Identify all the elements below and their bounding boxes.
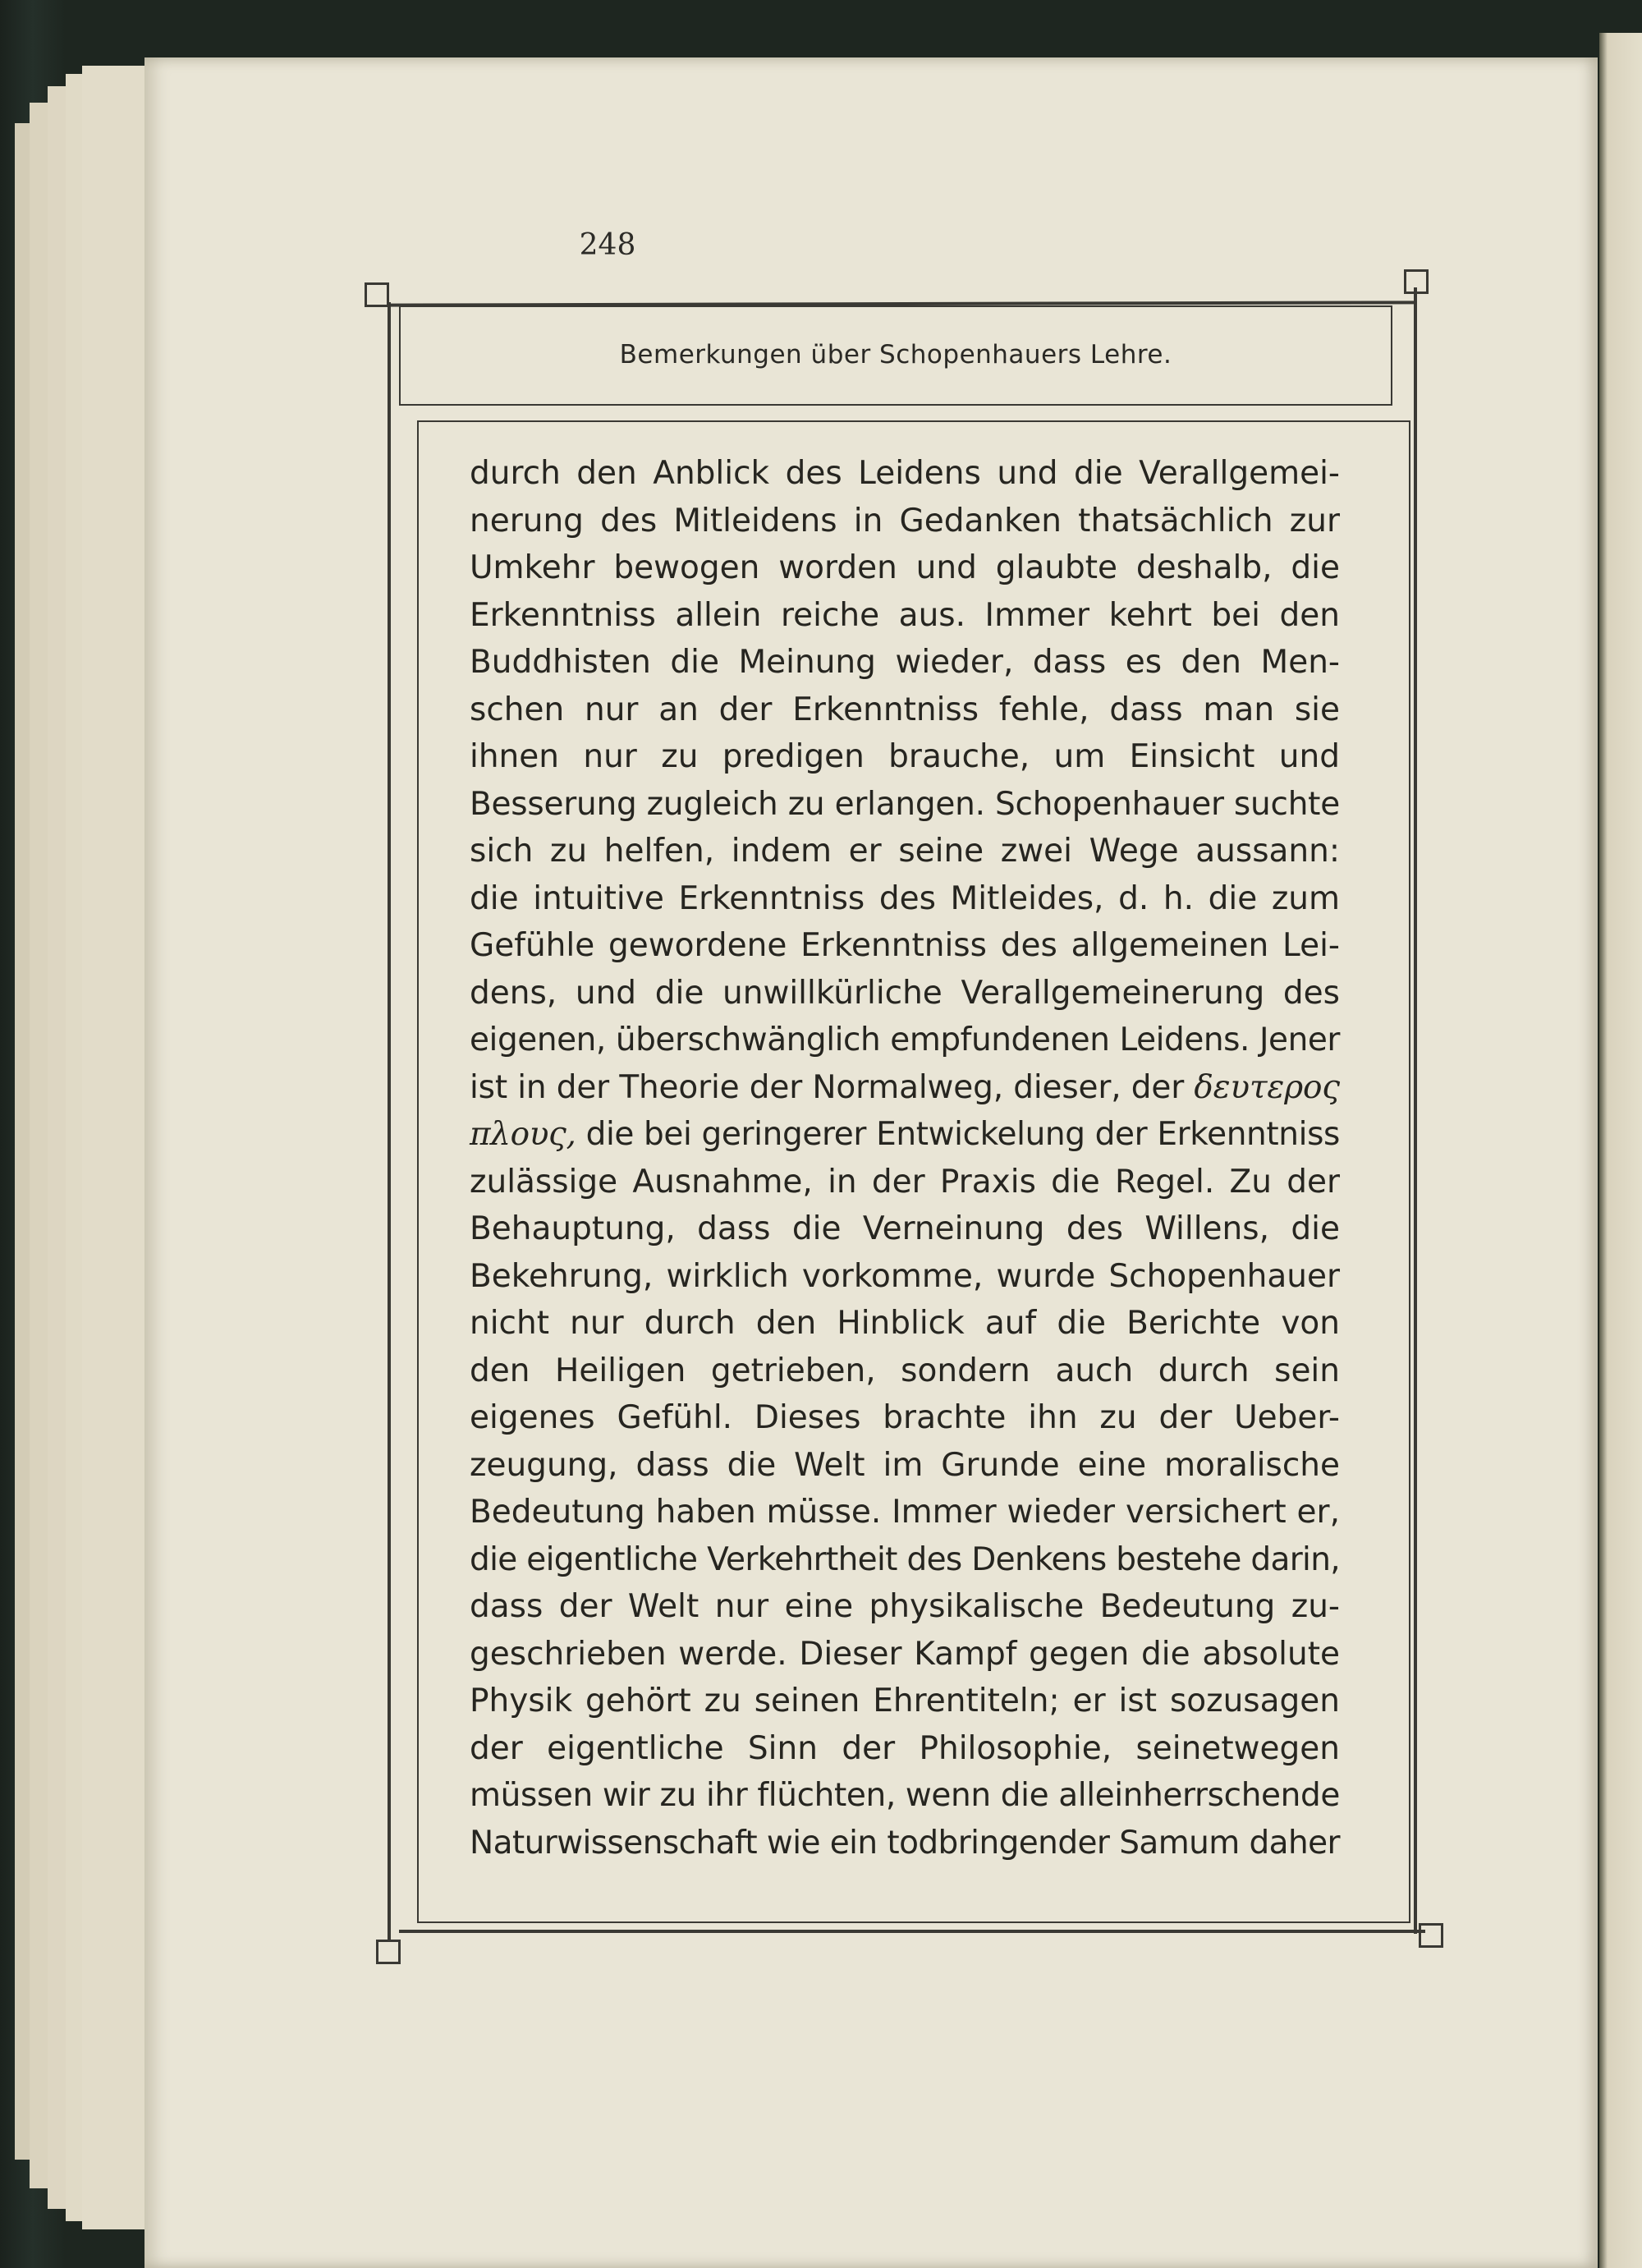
text-line: nerung des Mitleidens in Gedanken thatsächlich zur xyxy=(470,502,1340,539)
text-line: geschrieben werde. Dieser Kampf gegen die absolute xyxy=(470,1635,1340,1673)
frame-corner-top-left xyxy=(365,282,389,307)
text-line: Naturwissenschaft wie ein todbringender Samum daher xyxy=(470,1824,1340,1862)
text-line: Besserung zugleich zu erlangen. Schopenhauer suchte xyxy=(470,785,1340,823)
text-line: eigenen, überschwänglich empfundenen Leidens. Jener xyxy=(470,1022,1340,1058)
text-line: Physik gehört zu seinen Ehrentiteln; er ist sozusagen xyxy=(470,1683,1340,1719)
text-segment: ist in der Theorie der Normalweg, dieser, der xyxy=(470,1068,1185,1106)
text-line: müssen wir zu ihr flüchten, wenn die alleinherrschende xyxy=(470,1777,1340,1814)
text-line: dens, und die unwillkürliche Verallgemeinerung des xyxy=(470,974,1340,1012)
text-line: Gefühle gewordene Erkenntniss des allgemeinen Lei- xyxy=(470,927,1340,964)
text-line: die eigentliche Verkehrtheit des Denkens bestehe darin, xyxy=(470,1540,1341,1578)
text-line: die intuitive Erkenntniss des Mitleides, d. h. die zum xyxy=(470,879,1340,917)
frame-corner-top-right xyxy=(1404,269,1429,294)
frame-right-line xyxy=(1414,287,1417,1934)
text-line-with-greek xyxy=(470,1111,1340,1159)
text-line: zulässige Ausnahme, in der Praxis die Regel. Zu der xyxy=(470,1163,1340,1201)
page-number: 248 xyxy=(579,228,636,262)
greek-word: πλους, xyxy=(470,1116,576,1153)
text-line: nicht nur durch den Hinblick auf die Berichte von xyxy=(470,1305,1340,1342)
frame-corner-bottom-left xyxy=(376,1940,401,1964)
running-head: Bemerkungen über Schopenhauers Lehre. xyxy=(619,340,1172,370)
text-line: dass der Welt nur eine physikalische Bedeutung zu- xyxy=(470,1588,1340,1625)
frame-left-line xyxy=(388,302,391,1940)
text-line: sich zu helfen, indem er seine zwei Wege aussann: xyxy=(470,833,1340,870)
text-line: Bekehrung, wirklich vorkomme, wurde Schopenhauer xyxy=(470,1257,1340,1295)
text-line: Erkenntniss allein reiche aus. Immer kehrt bei den xyxy=(470,596,1340,634)
text-line: Umkehr bewogen worden und glaubte deshalb, die xyxy=(470,549,1340,586)
greek-word: δευτερος xyxy=(1194,1068,1340,1106)
text-line: den Heiligen getrieben, sondern auch durch sein xyxy=(470,1352,1340,1389)
text-line: durch den Anblick des Leidens und die Verallgemei- xyxy=(470,455,1340,492)
text-line: eigenes Gefühl. Dieses brachte ihn zu der Ueber- xyxy=(470,1399,1340,1436)
text-segment: die bei geringerer Entwickelung der Erkenntniss xyxy=(585,1116,1340,1153)
text-line: ihnen nur zu predigen brauche, um Einsicht und xyxy=(470,738,1340,775)
facing-page-edge xyxy=(1599,33,1642,2268)
body-text xyxy=(470,450,1340,1866)
text-line: der eigentliche Sinn der Philosophie, seinetwegen xyxy=(470,1729,1340,1767)
text-line: Bedeutung haben müsse. Immer wieder versichert er, xyxy=(470,1494,1340,1531)
text-line: Behauptung, dass die Verneinung des Willens, die xyxy=(470,1210,1340,1247)
frame-corner-bottom-right xyxy=(1419,1923,1443,1948)
text-line: schen nur an der Erkenntniss fehle, dass man sie xyxy=(470,691,1340,728)
text-line: Buddhisten die Meinung wieder, dass es den Men- xyxy=(470,644,1340,681)
frame-bottom-line xyxy=(399,1930,1425,1933)
text-line: zeugung, dass die Welt im Grunde eine moralische xyxy=(470,1446,1340,1484)
text-line-with-greek xyxy=(470,1064,1340,1112)
